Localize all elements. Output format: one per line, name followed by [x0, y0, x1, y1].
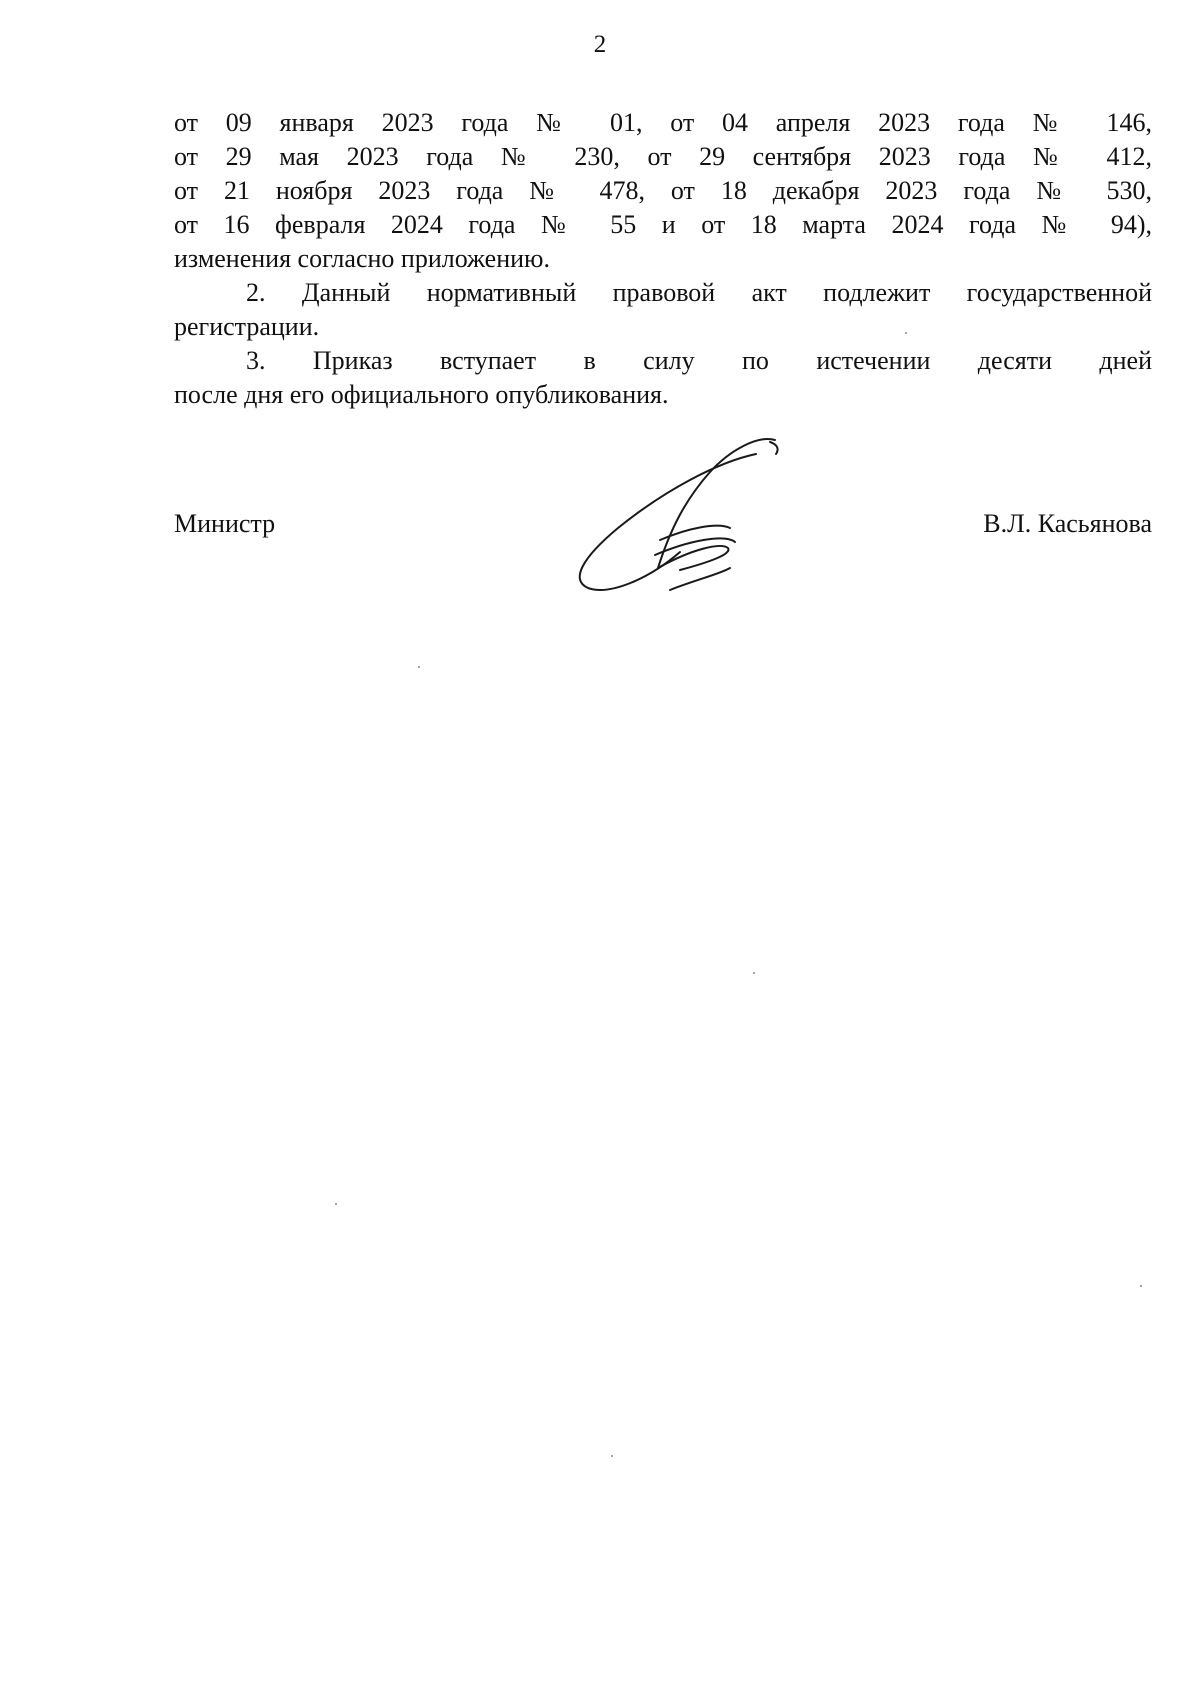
paragraph-1-line: изменения согласно приложению. [174, 244, 550, 273]
document-body [174, 106, 1152, 412]
scan-speck [335, 1203, 337, 1205]
paragraph-3 [174, 344, 1152, 412]
scan-speck [1140, 1285, 1142, 1287]
paragraph-1-line: от 29 мая 2023 года № 230, от 29 сентября 2023 года № 412, [174, 142, 1152, 171]
scan-speck [418, 666, 420, 668]
signatory-title: Министр [174, 509, 276, 538]
paragraph-3-line: 3. Приказ вступает в силу по истечении десяти дней [246, 346, 1152, 375]
signatory-name: В.Л. Касьянова [983, 509, 1152, 538]
paragraph-2-line: регистрации. [174, 312, 320, 341]
page-number: 2 [593, 31, 607, 58]
paragraph-1-line: от 16 февраля 2024 года № 55 и от 18 марта 2024 года № 94), [174, 210, 1152, 239]
scan-speck [905, 332, 907, 334]
scan-speck [753, 972, 755, 974]
paragraph-2 [174, 276, 1152, 344]
paragraph-1-line: от 09 января 2023 года № 01, от 04 апреля 2023 года № 146, [174, 108, 1152, 137]
paragraph-2-line: 2. Данный нормативный правовой акт подлежит государственной [246, 278, 1152, 307]
paragraph-3-line: после дня его официального опубликования. [174, 380, 669, 409]
handwritten-signature [560, 430, 800, 600]
scan-speck [611, 1455, 613, 1457]
paragraph-1-line: от 21 ноября 2023 года № 478, от 18 декабря 2023 года № 530, [174, 176, 1152, 205]
paragraph-1 [174, 106, 1152, 276]
